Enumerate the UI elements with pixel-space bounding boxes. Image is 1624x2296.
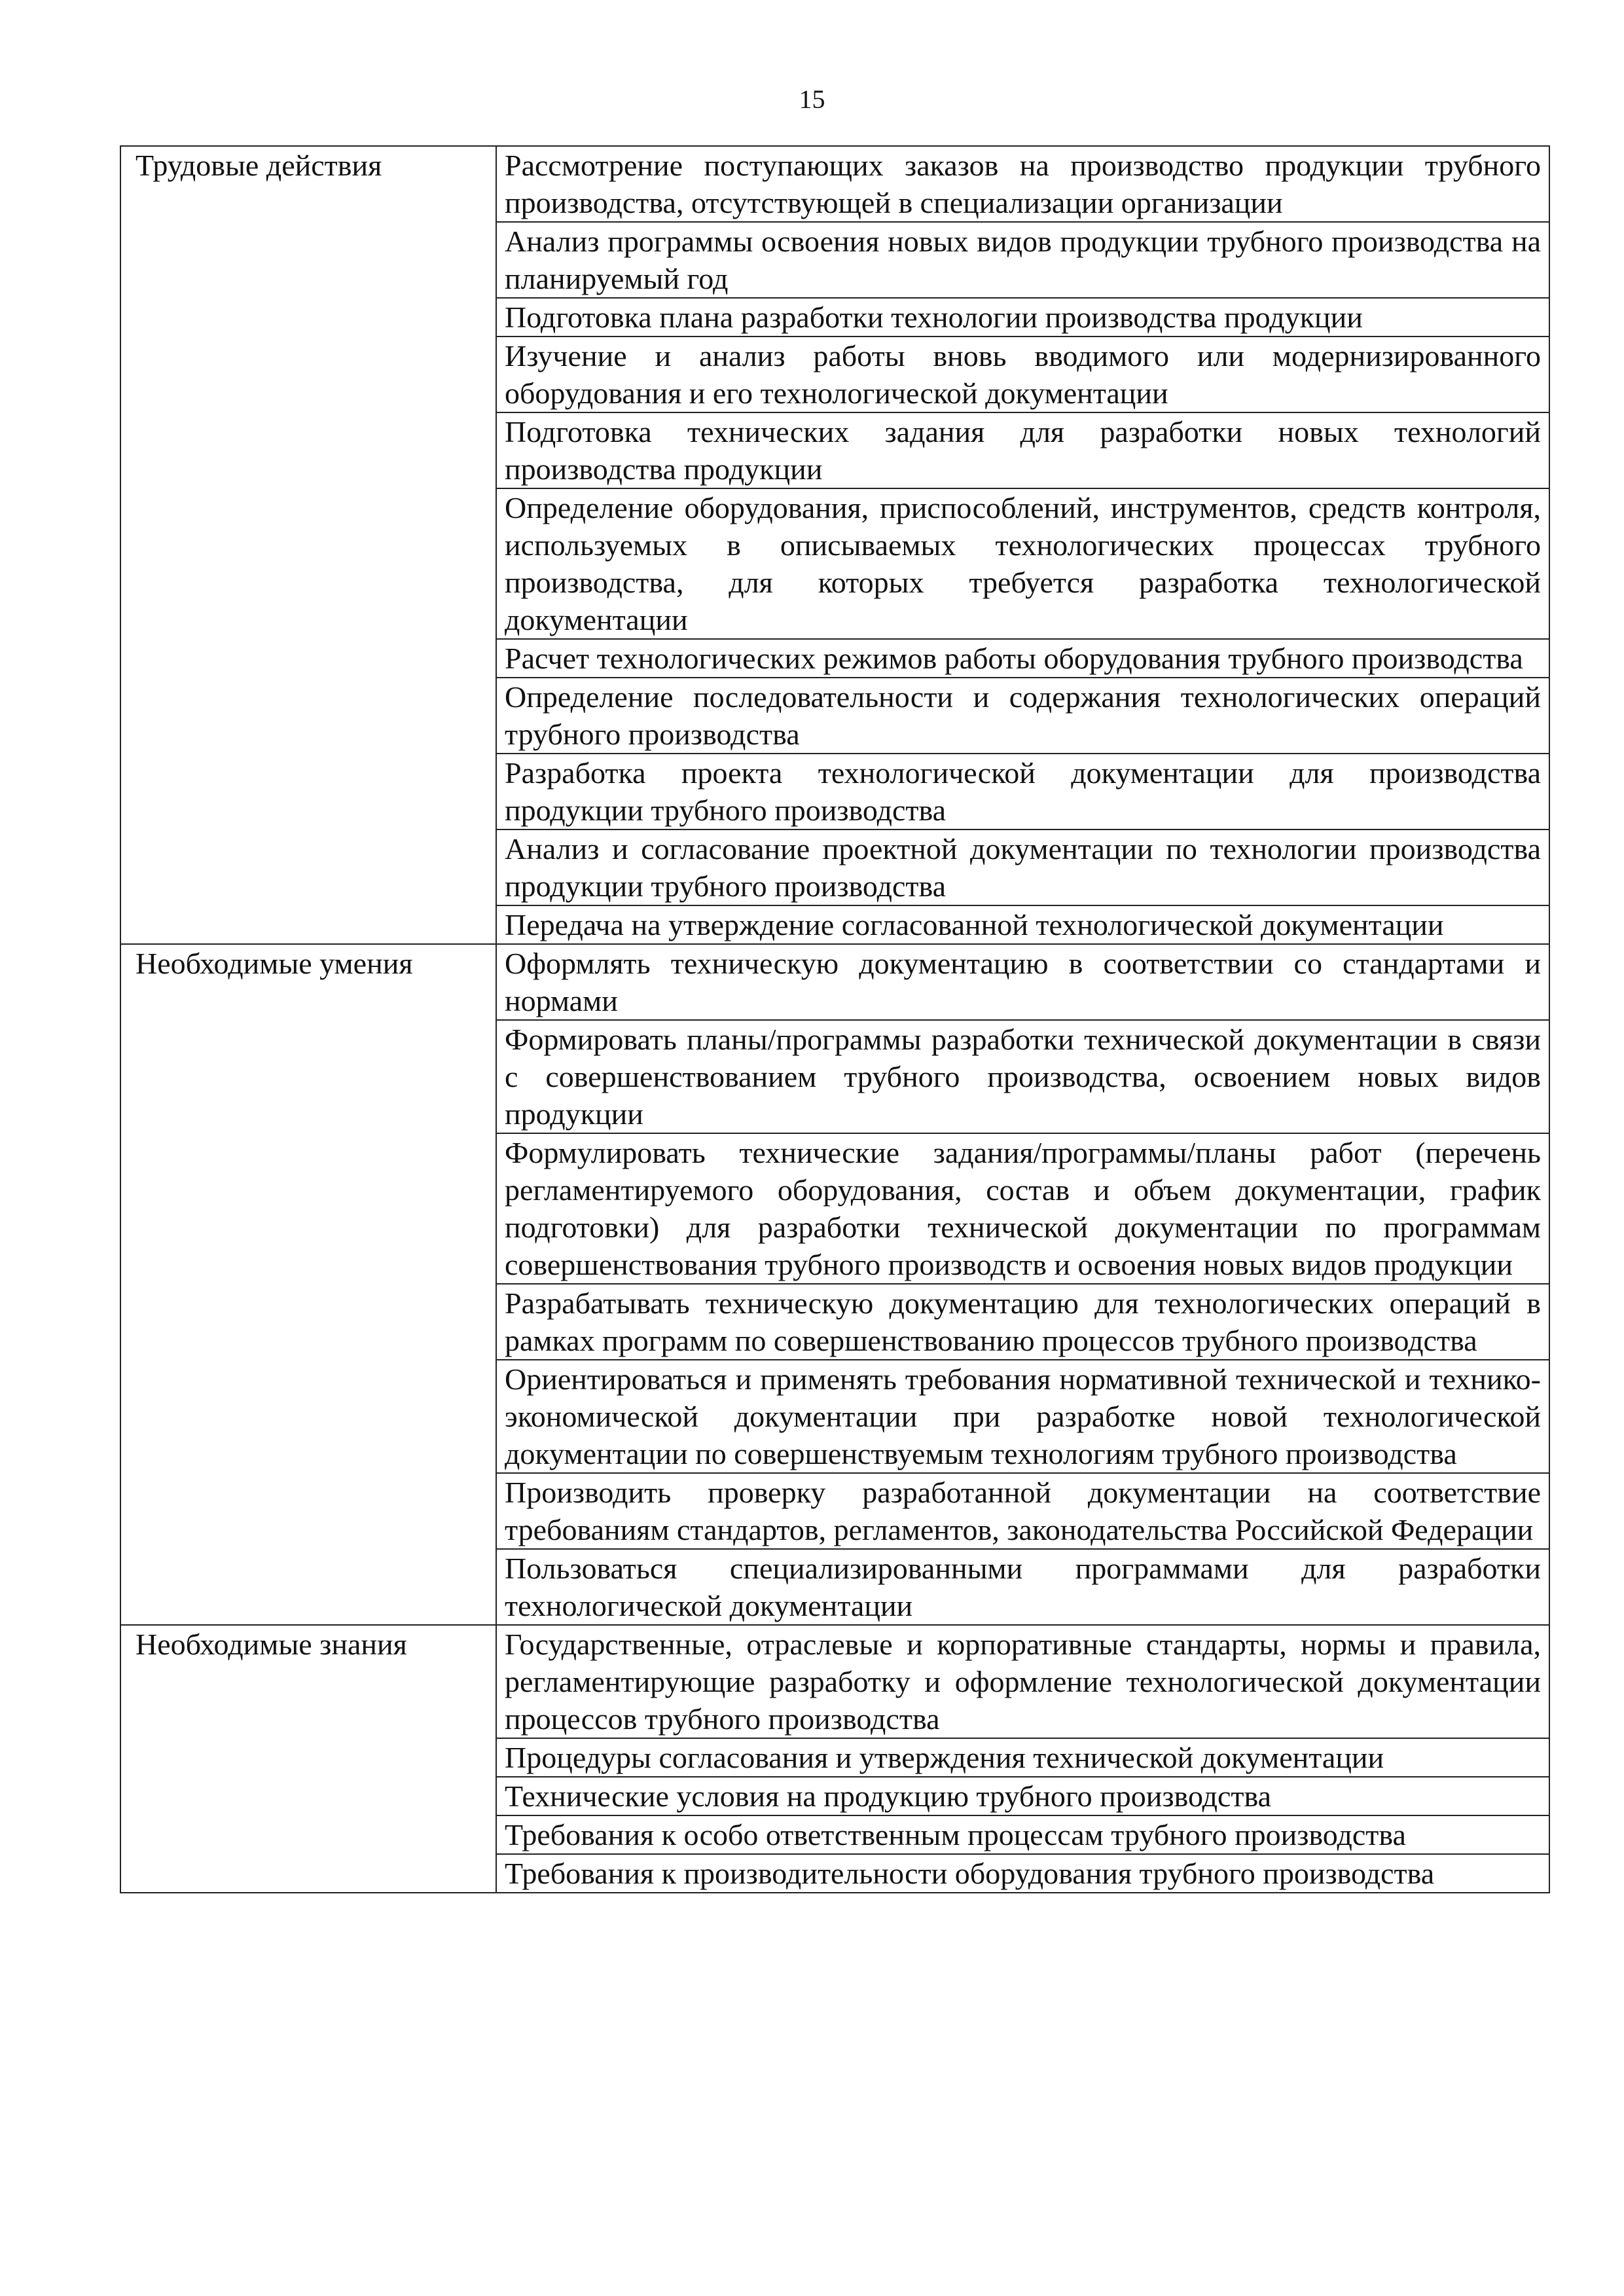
table-cell: Анализ и согласование проектной документации по технологии производства продукции трубного производства — [496, 829, 1549, 905]
table-cell: Подготовка технических задания для разработки новых технологий производства продукции — [496, 412, 1549, 488]
required-skills-section — [120, 944, 1549, 1625]
table-row — [120, 944, 1549, 1020]
table-cell: Анализ программы освоения новых видов продукции трубного производства на планируемый год — [496, 222, 1549, 298]
table-cell: Подготовка плана разработки технологии производства продукции — [496, 298, 1549, 337]
table-cell: Формулировать технические задания/программы/планы работ (перечень регламентируемого оборудования, состав и объем документации, график подготовки) для разработки технической документации по программам совершенствования трубного производств и освоения новых видов продукции — [496, 1133, 1549, 1284]
required-knowledge-section — [120, 1625, 1549, 1893]
section-label-required-knowledge: Необходимые знания — [120, 1625, 496, 1893]
table-cell: Технические условия на продукцию трубного производства — [496, 1777, 1549, 1815]
table-cell: Процедуры согласования и утверждения технической документации — [496, 1738, 1549, 1777]
section-label-labor-actions: Трудовые действия — [120, 146, 496, 944]
competency-table — [120, 145, 1550, 1893]
table-cell: Разработка проекта технологической документации для производства продукции трубного производства — [496, 754, 1549, 829]
table-cell: Государственные, отраслевые и корпоративные стандарты, нормы и правила, регламентирующие разработку и оформление технологической документации процессов трубного производства — [496, 1625, 1549, 1738]
table-cell: Ориентироваться и применять требования нормативной технической и технико-экономической документации при разработке новой технологической документации по совершенствуемым технологиям трубного производства — [496, 1360, 1549, 1473]
table-cell: Расчет технологических режимов работы оборудования трубного производства — [496, 639, 1549, 678]
table-cell: Требования к производительности оборудования трубного производства — [496, 1854, 1549, 1893]
page-number: 15 — [799, 84, 825, 114]
table-cell: Передача на утверждение согласованной технологической документации — [496, 905, 1549, 944]
table-row — [120, 146, 1549, 222]
table-cell: Изучение и анализ работы вновь вводимого или модернизированного оборудования и его технологической документации — [496, 337, 1549, 412]
table-cell: Производить проверку разработанной документации на соответствие требованиям стандартов, регламентов, законодательства Российской Федерации — [496, 1473, 1549, 1549]
table-cell: Оформлять техническую документацию в соответствии со стандартами и нормами — [496, 944, 1549, 1020]
table-cell: Рассмотрение поступающих заказов на производство продукции трубного производства, отсутствующей в специализации организации — [496, 146, 1549, 222]
table-cell: Определение последовательности и содержания технологических операций трубного производства — [496, 678, 1549, 754]
table-cell: Требования к особо ответственным процессам трубного производства — [496, 1815, 1549, 1854]
table-cell: Определение оборудования, приспособлений, инструментов, средств контроля, используемых в описываемых технологических процессах трубного производства, для которых требуется разработка технологической документации — [496, 488, 1549, 639]
labor-actions-section — [120, 146, 1549, 944]
table-row — [120, 1625, 1549, 1738]
table-cell: Разрабатывать техническую документацию для технологических операций в рамках программ по совершенствованию процессов трубного производства — [496, 1284, 1549, 1360]
section-label-required-skills: Необходимые умения — [120, 944, 496, 1625]
table-cell: Пользоваться специализированными программами для разработки технологической документации — [496, 1549, 1549, 1625]
table-cell: Формировать планы/программы разработки технической документации в связи с совершенствованием трубного производства, освоением новых видов продукции — [496, 1020, 1549, 1133]
